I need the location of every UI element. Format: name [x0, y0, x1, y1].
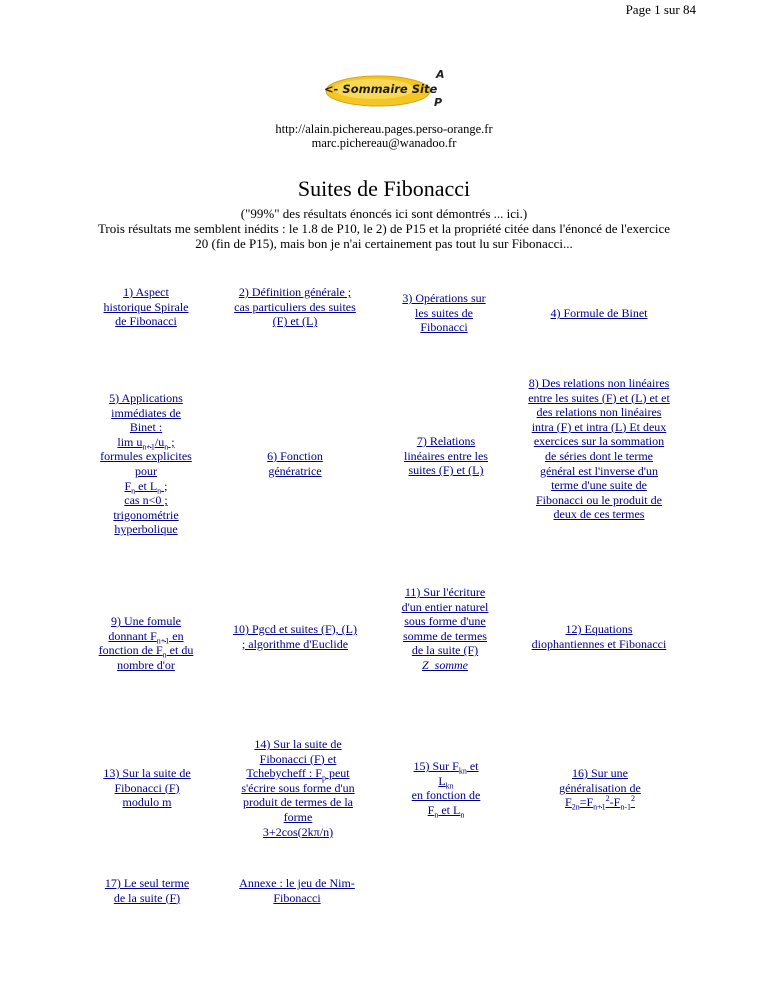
logo-letter-p: P	[434, 96, 443, 109]
logo-text: <- Sommaire Site	[324, 82, 438, 96]
toc16-f: F	[565, 795, 572, 810]
page-title: Suites de Fibonacci	[297, 176, 471, 201]
author-email: marc.pichereau@wanadoo.fr	[311, 136, 457, 150]
toc9-mid: en fonction de F	[98, 628, 184, 658]
toc14-formula: 3+2cos(2kπ/n)	[262, 824, 334, 839]
toc-link-17[interactable]: 17) Le seul terme de la suite (F)	[104, 876, 190, 905]
toc-link-13[interactable]: 13) Sur la suite de Fibonacci (F) modulo m	[103, 766, 191, 810]
toc-cell-annexe	[238, 876, 356, 905]
toc15-and-l: et L	[438, 802, 461, 817]
toc-cell-11	[398, 585, 492, 673]
toc15-sub-1: kn	[458, 766, 467, 776]
toc-cell-3	[396, 291, 492, 335]
toc11-z-somme: Z_somme	[421, 657, 468, 672]
toc16-sup-2: 2	[631, 794, 635, 804]
toc-cell-5	[100, 391, 192, 537]
toc-cell-17	[100, 876, 194, 905]
intro-text	[90, 206, 678, 251]
toc5-sub-3: n	[131, 485, 136, 495]
toc-link-1[interactable]: 1) Aspect historique Spirale de Fibonacci	[103, 285, 189, 329]
sommaire-site-logo[interactable]	[318, 68, 450, 114]
toc16-sub-1: 2n	[571, 802, 580, 812]
toc-link-14[interactable]	[241, 737, 354, 839]
toc9-sub-1: n+1	[156, 635, 170, 645]
toc-link-7[interactable]: 7) Relations linéaires entre les suites (F) et (L)	[404, 434, 488, 478]
toc-link-4[interactable]: 4) Formule de Binet	[550, 306, 648, 320]
toc11-line-a: 11) Sur l'écriture d'un entier naturel sous forme d'une somme de termes de la suite (F)	[401, 585, 489, 658]
toc5-f: F	[124, 478, 132, 493]
toc5-line-a: 5) Applications immédiates de Binet :	[109, 391, 183, 435]
toc15-sub-2: kn	[445, 780, 454, 790]
toc16-minus-f: -F	[609, 795, 621, 810]
toc14-line-b: peut s'écrire sous forme d'un produit de termes de la forme	[241, 766, 355, 824]
toc-cell-2	[230, 285, 360, 329]
toc15-sub-3: n	[434, 810, 439, 820]
toc15-sub-4: n	[460, 810, 465, 820]
contact-block	[0, 122, 768, 150]
toc-cell-6	[250, 449, 340, 478]
toc-cell-9	[98, 614, 194, 672]
toc-link-16[interactable]	[559, 766, 641, 812]
toc16-eq-f: =F	[579, 795, 594, 810]
toc5-div: /u	[154, 434, 165, 449]
toc-cell-16	[540, 766, 660, 810]
toc5-lim: lim u	[117, 434, 143, 449]
toc-cell-12	[528, 622, 670, 651]
toc-link-6[interactable]: 6) Fonction génératrice	[267, 449, 323, 478]
toc-cell-15	[400, 759, 492, 820]
toc5-line-e: cas n<0 ;	[124, 493, 168, 508]
toc14-sub: p	[321, 773, 326, 783]
toc9-end: et du nombre d'or	[117, 643, 194, 672]
toc14-line-a: 14) Sur la suite de Fibonacci (F) et Tchebycheff : F	[246, 737, 342, 781]
toc5-line-c: formules explicites pour	[100, 449, 192, 478]
toc-link-12[interactable]: 12) Equations diophantiennes et Fibonacci	[531, 622, 667, 651]
toc-link-2[interactable]: 2) Définition générale ; cas particuliers des suites (F) et (L)	[234, 285, 356, 329]
toc-cell-14	[232, 737, 364, 839]
page-number: Page 1 sur 84	[625, 2, 696, 17]
toc-link-10[interactable]: 10) Pgcd et suites (F), (L) ; algorithme d'Euclide	[233, 622, 357, 651]
toc15-l: L	[438, 773, 446, 788]
toc16-line-a: 16) Sur une généralisation de	[559, 766, 641, 795]
toc9-sub-2: n	[162, 650, 167, 660]
toc-cell-8	[528, 376, 670, 522]
toc-link-11[interactable]	[402, 585, 489, 672]
intro-line-2: Trois résultats me semblent inédits : le 1.8 de P10, le 2) de P15 et la propriété citée dans l'énoncé de l'exercice 20 (fin de P15), mais bon je n'ai certainement pas tout lu sur Fibonacci...	[97, 221, 671, 251]
toc-cell-1	[100, 285, 192, 329]
toc9-line-a: 9) Une fomule donnant F	[108, 614, 181, 643]
toc-link-annexe[interactable]: Annexe : le jeu de Nim-Fibonacci	[239, 876, 355, 905]
toc-link-15[interactable]	[411, 759, 481, 820]
toc5-semicolon-2: ;	[161, 478, 168, 493]
toc-cell-13	[100, 766, 194, 810]
toc16-sup-1: 2	[605, 794, 610, 804]
toc5-sub-1: n+1	[142, 442, 155, 452]
toc5-sub-2: n	[164, 442, 169, 452]
toc-link-9[interactable]	[99, 614, 194, 672]
intro-line-1: ("99%" des résultats énoncés ici sont démontrés ... ici.)	[240, 206, 528, 221]
toc-cell-7	[400, 434, 492, 478]
toc-cell-10	[232, 622, 358, 651]
toc16-sub-3: n-1	[620, 802, 631, 812]
toc-cell-4	[528, 306, 670, 321]
toc5-sub-4: n	[157, 485, 162, 495]
toc15-line-c: en fonction de	[411, 788, 481, 803]
toc-link-5[interactable]	[100, 391, 192, 536]
toc5-line-f: trigonométrie hyperbolique	[113, 507, 179, 537]
toc15-and: et	[466, 759, 479, 773]
toc15-f: F	[427, 802, 435, 817]
site-url: http://alain.pichereau.pages.perso-orange.fr	[275, 122, 493, 136]
toc15-line-a: 15) Sur F	[413, 759, 459, 773]
toc5-and-l: et L	[135, 478, 158, 493]
toc5-semicolon-1: ;	[168, 434, 175, 449]
toc-link-8[interactable]: 8) Des relations non linéaires entre les suites (F) et (L) et et des relations non linéaires intra (F) et intra (L) Et deux exercices sur la sommation de séries dont le terme général est l'inverse d'un terme d'une suite de Fibonacci ou le produit de deux de ces termes	[528, 376, 670, 522]
toc-link-3[interactable]: 3) Opérations sur les suites de Fibonacci	[402, 291, 486, 335]
toc16-sub-2: n+1	[593, 802, 606, 812]
logo-letter-a: A	[436, 68, 445, 81]
